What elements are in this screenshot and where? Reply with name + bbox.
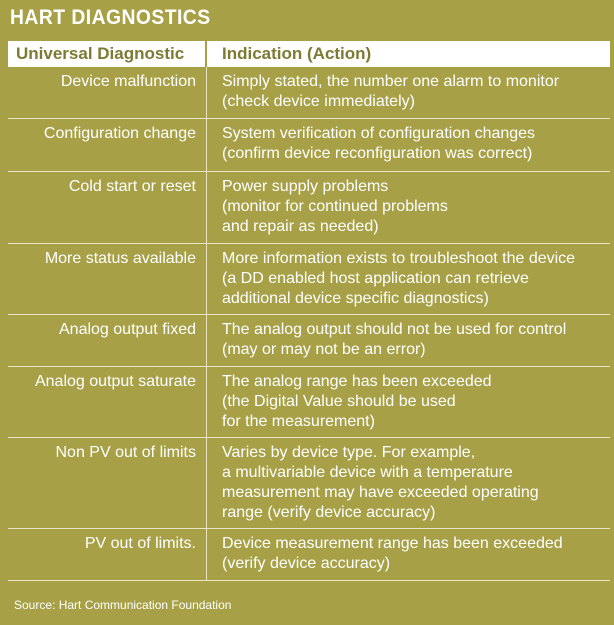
diagnostic-cell: Cold start or reset [8, 172, 207, 243]
indication-cell: More information exists to troubleshoot the device (a DD enabled host application can retrieve additional device specific diagnostics) [222, 250, 576, 307]
table-row [8, 529, 610, 581]
diagnostic-cell: Device malfunction [8, 67, 207, 118]
indication-cell: Varies by device type. For example, a multivariable device with a temperature measurement may have exceeded operating range (verify device accuracy) [222, 444, 539, 521]
panel-title: HART DIAGNOSTICS [10, 6, 211, 29]
indication-cell: Power supply problems (monitor for continued problems and repair as needed) [222, 178, 448, 235]
diagnostic-cell: Configuration change [8, 119, 207, 171]
diagnostic-cell: Analog output saturate [8, 367, 207, 437]
diagnostic-cell: PV out of limits. [8, 529, 207, 580]
indication-cell: The analog output should not be used for control (may or may not be an error) [222, 321, 567, 358]
source-note: Source: Hart Communication Foundation [14, 598, 232, 612]
diagnostics-table [8, 41, 610, 581]
table-row [8, 315, 610, 367]
indication-cell: The analog range has been exceeded (the Digital Value should be used for the measurement) [222, 373, 492, 430]
indication-cell: System verification of configuration changes (confirm device reconfiguration was correct) [222, 125, 536, 162]
header-indication: Indication (Action) [222, 44, 372, 63]
header-universal-diagnostic: Universal Diagnostic [8, 41, 207, 67]
table-row [8, 172, 610, 244]
table-row [8, 67, 610, 119]
table-header [8, 41, 610, 67]
table-row [8, 244, 610, 315]
indication-cell: Device measurement range has been exceeded (verify device accuracy) [222, 535, 563, 572]
indication-cell: Simply stated, the number one alarm to monitor (check device immediately) [222, 73, 560, 110]
table-row [8, 367, 610, 438]
table-row [8, 438, 610, 529]
table-row [8, 119, 610, 172]
diagnostic-cell: Analog output fixed [8, 315, 207, 366]
diagnostic-cell: More status available [8, 244, 207, 314]
diagnostic-cell: Non PV out of limits [8, 438, 207, 528]
